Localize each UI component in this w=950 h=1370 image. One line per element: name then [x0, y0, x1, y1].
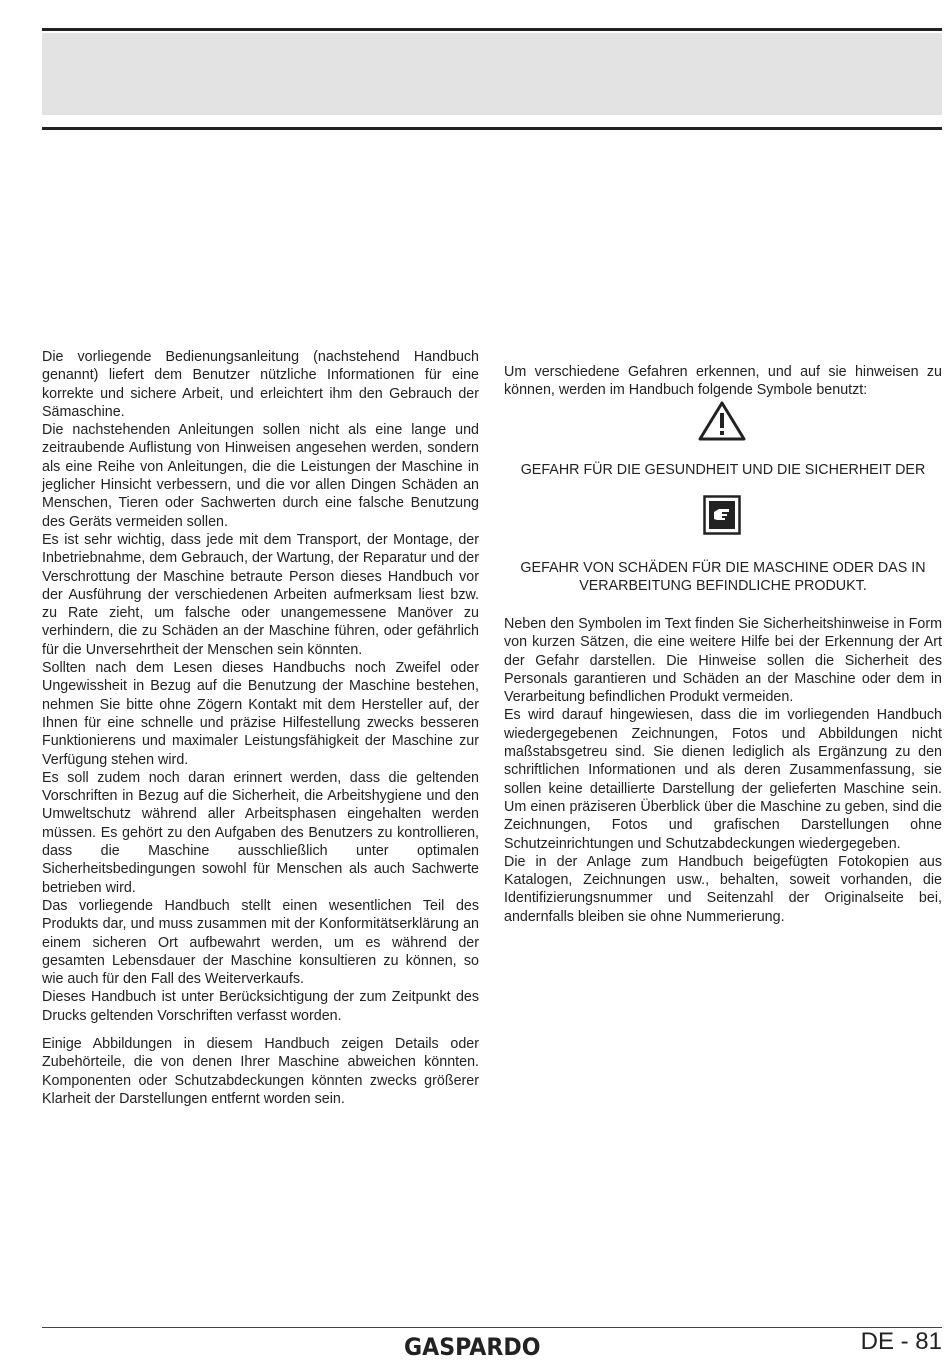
pointing-hand-icon [703, 495, 741, 535]
right-column-body [504, 615, 942, 926]
illustrations-note [42, 1035, 479, 1108]
paragraph-drawings-scale: Es wird darauf hingewiesen, dass die im vorliegenden Handbuch wiedergegebenen Zeichnungen, Fotos und Abbildungen nicht maßstabsgetreu sind. Sie dienen lediglich als Ergänzung zu den schriftlichen Informationen und als deren Zusammenfassung, sie sollen keine detaillierte Darstellung der gelieferten Maschine sein. Um einen präziseren Überblick über die Maschine zu geben, sind die Zeichnungen, Fotos und grafischen Darstellungen ohne Schutzeinrichtungen und Schutzabdeckungen wiedergegeben. [504, 707, 942, 852]
symbols-intro [504, 363, 942, 400]
brand-logo: GASPARDO [404, 1333, 541, 1361]
page-number: DE - 81 [860, 1328, 942, 1355]
paragraph-photocopies: Die in der Anlage zum Handbuch beigefügten Fotokopien aus Katalogen, Zeichnungen usw., behalten, soweit vorhanden, die Identifizierungsnummer und Seitenzahl der Originalseite bei, andernfalls bleiben sie ohne Nummerierung. [504, 853, 942, 925]
paragraph-storage: Das vorliegende Handbuch stellt einen wesentlichen Teil des Produkts dar, und muss zusammen mit der Konformitätserklärung an einem sicheren Ort aufbewahrt werden, um es während der gesamten Lebensdauer der Maschine konsultieren zu können, so wie auch für den Fall des Weiterverkaufs. [42, 897, 479, 988]
top-rule [42, 28, 942, 31]
paragraph-regulations: Es soll zudem noch daran erinnert werden, dass die geltenden Vorschriften in Bezug auf die Sicherheit, die Arbeitshygiene und den Umweltschutz während aller Arbeitsphasen eingehalten werden müssen. Es gehört zu den Aufgaben des Benutzers zu kontrollieren, dass die Maschine ausschließlich unter optimalen Sicherheitsbedingungen sowohl für Menschen als auch Sachwerte betrieben wird. [42, 769, 479, 896]
paragraph-illustrations: Einige Abbildungen in diesem Handbuch zeigen Details oder Zubehörteile, die von denen Ihrer Maschine abweichen könnten. Komponenten oder Schutzabdeckungen könnten zwecks größerer Klarheit der Darstellungen entfernt worden sein. [42, 1036, 479, 1107]
paragraph-instructions: Die nachstehenden Anleitungen sollen nicht als eine lange und zeitraubende Auflistung von Hinweisen angesehen werden, sondern als eine Reihe von Anleitungen, die die Leistungen der Maschine in jeglicher Hinsicht verbessern, und die vor allen Dingen Schäden an Menschen, Tieren oder Sachwerten durch eine falsche Benutzung des Geräts vermeiden sollen. [42, 422, 479, 530]
header-bottom-rule [42, 127, 942, 130]
damage-hazard-label: GEFAHR VON SCHÄDEN FÜR DIE MASCHINE ODER DAS IN VERARBEITUNG BEFINDLICHE PRODUKT. [520, 560, 926, 595]
paragraph-safety-notes: Neben den Symbolen im Text finden Sie Sicherheitshinweise in Form von kurzen Sätzen, die eine weitere Hilfe bei der Erkennung der Art der Gefahr darstellen. Die Hinweise sollen die Sicherheit des Personals garantieren und Schäden an der Maschine oder dem in Verarbeitung befindlichen Produkt vermeiden. [504, 616, 942, 706]
left-column [42, 348, 479, 1025]
header-band [42, 33, 942, 115]
warning-triangle-icon [697, 400, 747, 442]
footer-rule [42, 1327, 942, 1328]
paragraph-contact: Sollten nach dem Lesen dieses Handbuchs noch Zweifel oder Ungewissheit in Bezug auf die Benutzung der Maschine bestehen, nehmen Sie bitte ohne Zögern Kontakt mit dem Hersteller auf, der Ihnen für eine schnelle und präzise Hilfestellung zwecks besseren Funktionierens und maximaler Leistungsfähigkeit der Maschine zur Verfügung stehen wird. [42, 660, 479, 768]
paragraph-symbols-intro: Um verschiedene Gefahren erkennen, und auf sie hinweisen zu können, werden im Handbuch folgende Symbole benutzt: [504, 364, 942, 399]
health-hazard-label: GEFAHR FÜR DIE GESUNDHEIT UND DIE SICHERHEIT DER [520, 462, 926, 478]
paragraph-drafting: Dieses Handbuch ist unter Berücksichtigung der zum Zeitpunkt des Drucks geltenden Vorschriften verfasst worden. [42, 989, 479, 1024]
paragraph-intro: Die vorliegende Bedienungsanleitung (nachstehend Handbuch genannt) liefert dem Benutzer nützliche Informationen für eine korrekte und sichere Arbeit, und erleichtert ihm den Gebrauch der Sämaschine. [42, 349, 479, 420]
paragraph-importance: Es ist sehr wichtig, dass jede mit dem Transport, der Montage, der Inbetriebnahme, dem Gebrauch, der Wartung, der Reparatur und der Verschrottung der Maschine betraute Person dieses Handbuch vor der Ausführung der verschiedenen Arbeiten aufmerksam liest bzw. zu Rate zieht, um falsche oder unangemessene Manöver zu verhindern, die zu Schäden an der Maschine führen, oder gefährlich für die Unversehrtheit der Menschen sein könnten. [42, 531, 479, 658]
